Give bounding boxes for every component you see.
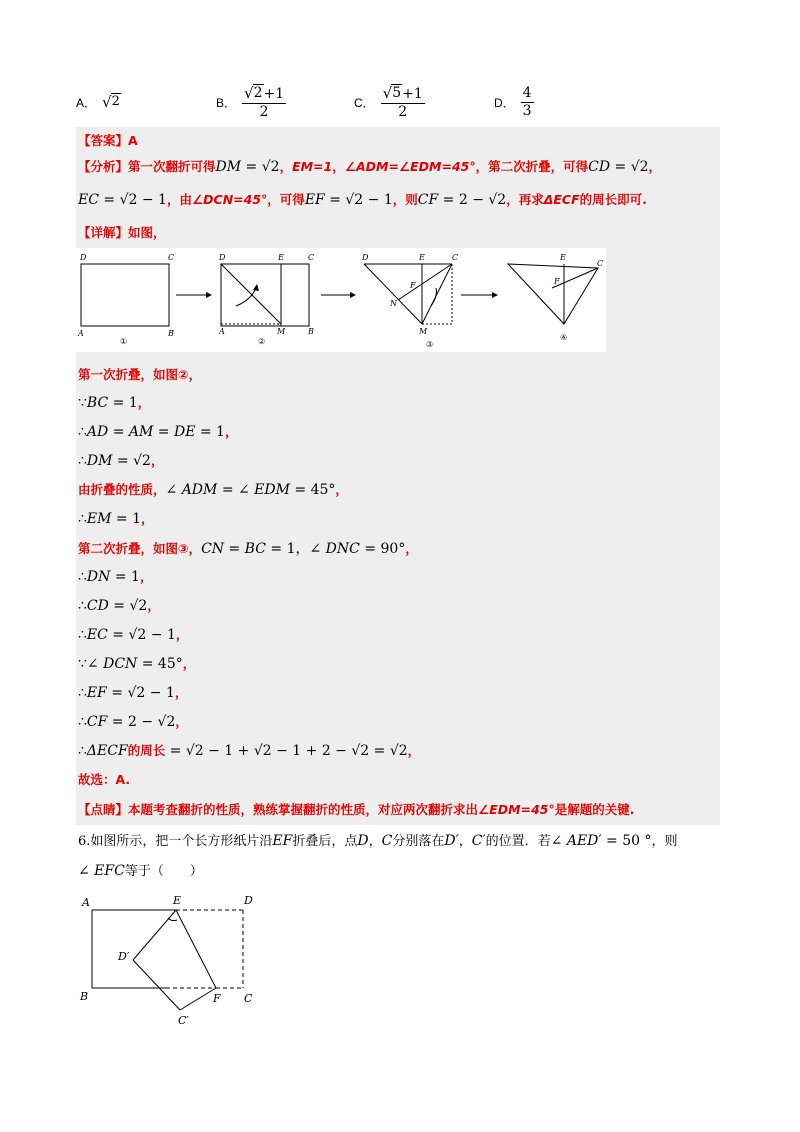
fig2-fold-dm — [221, 264, 281, 324]
fig2-label-d: D — [219, 253, 226, 262]
fig3-label-e: E — [419, 253, 425, 262]
folding-steps-figure — [76, 248, 606, 352]
fig3-nc — [398, 264, 452, 300]
fig4-label-e: E — [560, 253, 566, 262]
q6-figure-svg — [76, 888, 266, 1028]
comment-line: 【点睛】本题考查翻折的性质，熟练掌握翻折的性质，对应两次翻折求出∠EDM=45°是解题的关键. — [78, 802, 635, 817]
q6-dprime-cprime — [133, 960, 180, 1010]
q6-label-c: C — [244, 992, 253, 1005]
q6-fold-ef — [176, 910, 216, 988]
step-7: 第二次折叠，如图③，CN = BC = 1，∠ DNC = 90°， — [78, 541, 418, 557]
analysis-line-1: 【分析】第一次翻折可得DM = √2，EM=1，∠ADM=∠EDM=45°，第二次折叠，可得CD = √2， — [78, 159, 662, 175]
fig3-label-m: M — [419, 327, 428, 336]
fig2-number: ② — [258, 337, 266, 346]
arrow-2-head — [350, 292, 356, 298]
detail-header: 【详解】如图， — [78, 225, 166, 240]
q6-label-d: D — [244, 894, 253, 907]
choice-a — [76, 82, 121, 122]
fig1-label-d: D — [80, 253, 87, 262]
fig4-label-f: F — [554, 277, 560, 286]
fig2-fold-arrowhead — [253, 284, 259, 291]
step-11: ∵∠ DCN = 45°， — [78, 656, 196, 672]
step-3: ∴AD = AM = DE = 1， — [78, 424, 238, 440]
step-4: ∴DM = √2， — [78, 453, 164, 469]
fig3-label-n: N — [390, 299, 397, 308]
step-14: ∴ΔECF的周长 = √2 − 1 + √2 − 1 + 2 − √2 = √2， — [78, 743, 421, 759]
choice-b-fraction: √ 2 +1 2 — [244, 83, 285, 120]
step-12: ∴EF = √2 − 1， — [78, 685, 188, 701]
fig3-dm — [364, 264, 422, 324]
fig3-number: ③ — [426, 340, 434, 349]
choice-b-label: B． — [216, 95, 237, 110]
step-10: ∴EC = √2 − 1， — [78, 627, 189, 643]
choice-a-value: √ 2 — [102, 93, 120, 111]
q6-label-dprime: D′ — [118, 950, 130, 963]
fig3-label-c: C — [452, 253, 459, 262]
answer-choices — [76, 82, 756, 122]
q6-line-2: ∠ EFC等于（ ） — [78, 863, 203, 879]
fig4-triangle — [508, 264, 598, 324]
step-6: ∴EM = 1， — [78, 511, 154, 527]
answer-line: 【答案】A — [78, 133, 138, 148]
fig1-rect — [81, 264, 169, 326]
fig3-cm — [422, 264, 452, 324]
arrow-1-head — [206, 292, 212, 298]
choice-a-label: A． — [76, 95, 97, 110]
choice-d — [494, 82, 534, 122]
fig3-label-d: D — [362, 253, 369, 262]
fig2-label-m: M — [277, 327, 286, 336]
step-1: 第一次折叠，如图②， — [78, 367, 202, 382]
fig2-label-a: A — [219, 327, 225, 336]
choice-c — [354, 82, 425, 122]
choice-b — [216, 82, 286, 122]
q6-cprime-f — [180, 988, 216, 1010]
fig1-number: ① — [120, 337, 128, 346]
step-13: ∴CF = 2 − √2， — [78, 714, 188, 730]
step-9: ∴CD = √2， — [78, 598, 160, 614]
fig2-label-c: C — [308, 253, 315, 262]
step-choose: 故选：A. — [78, 772, 131, 787]
step-8: ∴DN = 1， — [78, 569, 153, 585]
q6-label-e: E — [173, 894, 182, 907]
fig1-label-a: A — [78, 329, 84, 338]
fig2-rect — [221, 264, 309, 326]
arrow-3-head — [492, 292, 498, 298]
choice-d-label: D． — [494, 95, 515, 110]
q6-label-f: F — [213, 992, 221, 1005]
choice-c-label: C． — [354, 95, 375, 110]
fig2-label-e: E — [278, 253, 284, 262]
fig1-label-c: C — [168, 253, 175, 262]
choice-c-fraction: √ 5 +1 2 — [382, 83, 423, 120]
q6-label-cprime: C′ — [178, 1014, 189, 1027]
q6-label-b: B — [80, 990, 89, 1003]
fig1-label-b: B — [168, 329, 174, 338]
step-5: 由折叠的性质，∠ ADM = ∠ EDM = 45°， — [78, 482, 348, 498]
q6-label-a: A — [82, 896, 90, 909]
fig4-number: ④ — [560, 333, 568, 342]
choice-d-fraction: $\frac{4}{3}$ — [522, 84, 532, 119]
q6-ed-prime — [133, 910, 176, 960]
q6-line-1: 6.如图所示，把一个长方形纸片沿EF折叠后，点D，C分别落在D′，C′的位置．若∠ AED′ = 50 °，则 — [78, 833, 678, 849]
fig3-label-f: F — [410, 281, 416, 290]
q6-figure — [76, 888, 266, 1028]
fig2-label-b: B — [308, 327, 314, 336]
step-2: ∵BC = 1， — [78, 395, 151, 411]
analysis-line-2: EC = √2 − 1，由∠DCN=45°，可得EF = √2 − 1，则CF = 2 − √2，再求ΔECF的周长即可. — [78, 192, 647, 208]
fig4-label-c: C — [597, 259, 604, 268]
folding-steps-svg — [76, 248, 606, 352]
fig2-fold-arrow — [236, 288, 256, 306]
